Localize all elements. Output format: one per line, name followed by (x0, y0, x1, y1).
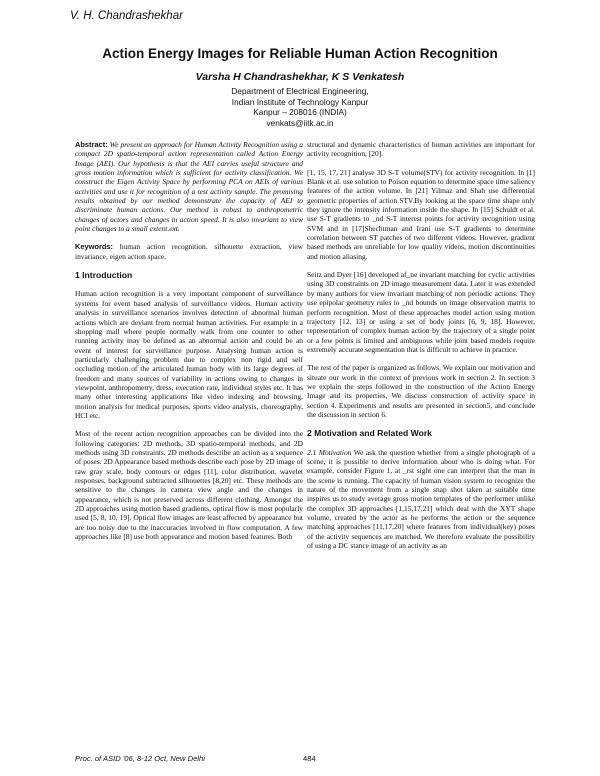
paragraph: [1, 15, 17, 21] analyse 3D S-T volume(STV) for activity recognition. In [1] Blank et al. use solution to Poison equation to determine space time saliency features of the action volume. In [21] Yilmaz and Shah use differential geometric properties of action STV.By looking at the space time shape only they ignore the intensity information inside the shape. In [15] Schuldt et al. use S-T gradients to _nd S-T interest points for activity recognition using SVM and in [17]Shechtman and Irani use S-T gradients to determine correlation between ST patches of two different videos. However, gradient based methods are unreliable for low quality videos, motion discontinuities and motion aliasing. (307, 167, 535, 261)
abstract-text: We present an approach for Human Activity Recognition using a compact 2D spatio-temporal action representation called Action Energy Image (AEI). Our hypothesis is that the AEI carries useful structure and gross motion information which is sufficient for activity classification. We construct the Eigen Activity Space by performing PCA on AEIs of various activities and use it for recognition of a test activity sample. The promising results obtained by our method demonstrate the capacity of AEI to discriminate human actions. Our method is robust to anthropometric changes of actors and changes in action speed. It is also invariant to view point changes to a small extent.ext. (75, 140, 303, 234)
footer-proceedings: Proc. of ASID '06, 8-12 Oct, New Delhi (75, 754, 205, 763)
keywords (75, 242, 303, 261)
title-block (60, 46, 540, 128)
subsection-heading-motivation: 2.1 Motivation (307, 447, 352, 457)
affiliation-line: Kanpur – 208016 (INDIA) (253, 107, 347, 117)
paragraph: The rest of the paper is organized as follows. We explain our motivation and situate our work in the context of previous work in section 2. In section 3 we explain the steps followed in the construction of the Action Energy Image and its properties, We discuss construction of activity space in section 4. Experiments and results are presented in section5, and conclude the discussion in section 6. (307, 363, 535, 419)
abstract-label: Abstract: (75, 140, 108, 149)
paper-authors: Varsha H Chandrashekhar, K S Venkatesh (195, 71, 405, 83)
keywords-text: human action recognition. silhouette extraction, view invariance, eigen action space. (75, 242, 303, 261)
paragraph (307, 448, 535, 551)
paragraph: Seitz and Dyer [16] developed af_ne invariant matching for cyclic activities using 3D constraints on 2D image measurement data. Later it was extended by many authors for view invariant matching of non periodic actions. They use epipolar geometry rules to _nd bounds on image observation matrix to perform recognition. Most of these approaches model action using motion trajectory [12, 13] or using a set of body joints [6, 9, 18]. However, representation of complex human action by the trajectory of a single point or a few points is limited and ambiguous while joint based models require extremely accurate segmentation that is difficult to achieve in practice. (307, 270, 535, 354)
abstract (75, 140, 303, 233)
paragraph: Human action recognition is a very important component of surveillance systems for event based analysis of surveillance videos. Human activity analysis in surveillance scenarios involves detection of abnormal human actions which are deviant from normal human activities. For example in a shopping mall where people normally walk from one counter to other running activity may be defined as an abnormal action and could be an event of interest for surveillance purpose. Analysing human action is particularly challenging problem due to complex non rigid and self occluding motion of the articulated human body with its large degrees of freedom and many sources of variability in actions owing to changes in viewpoint, anthropometry, dress, execution rate, individual styles etc. It has many other interesting applications like video indexing and browsing, motion analysis for medical purposes, sports video analysis, choreography, HCI etc. (75, 289, 303, 420)
section-heading-motivation: 2 Motivation and Related Work (307, 428, 432, 439)
affiliation-line: Indian Institute of Technology Kanpur (231, 96, 369, 107)
page-number: 484 (303, 754, 316, 763)
affiliation-line: Department of Electrical Engineering, (231, 86, 369, 96)
keywords-label: Keywords: (75, 242, 114, 252)
paragraph: Most of the recent action recognition approaches can be divided into the following categories: 2D methods, 3D spatio-temporal methods, and 2D methods using 3D constraints. 2D methods describe an action as a sequence of poses. 2D Appearance based methods describe each pose by 2D image of raw gray scale, body contours or edges [11], color distribution, wavelet responses, background subtracted silhouettes [8,20] etc. These methods are sensitive to the changes in camera view angle and the changes in appearance, which is not preserved across different clothing. Amongst the 2D approaches using motion based gradients, optical flow is most popularly used [5, 8, 10, 19]. Optical flow images are least affected by appearance but are too noisy due to the inaccuracies involved in flow computation. A few approaches like [8] use both appearance and motion based features. Both (75, 429, 303, 542)
section-heading-introduction: 1 Introduction (75, 270, 133, 281)
paragraph: structural and dynamic characteristics of human activities are important for activity recognition, [20]. (307, 140, 535, 159)
paper-title: Action Energy Images for Reliable Human Action Recognition (102, 46, 498, 61)
paragraph-text: We ask the question whether from a single photograph of a scene, it is possible to derive information about who is doing what. For example, consider Figure 1, at _rst sight one can interpret that the man in the scene is running. The capacity of human vision system to recognize the nature of the movement from a single snap shot taken at suitable time inspires us to study average gross motion templates of the performer unlike the complex 3D approaches [1,15,17,21] which deal with the XYT shape volume, created by the actor as he performs the action or the sequence matching approaches [11,17,20] where features from individual(key) poses of the activity sequences are matched. We therefore evaluate the possibility of using a DC stance image of an activity as an (307, 447, 535, 551)
author-email: venkats@iitk.ac.in (266, 117, 334, 128)
left-column (75, 140, 303, 550)
right-column (307, 140, 535, 559)
running-header-author: V. H. Chandrashekhar (70, 10, 183, 22)
